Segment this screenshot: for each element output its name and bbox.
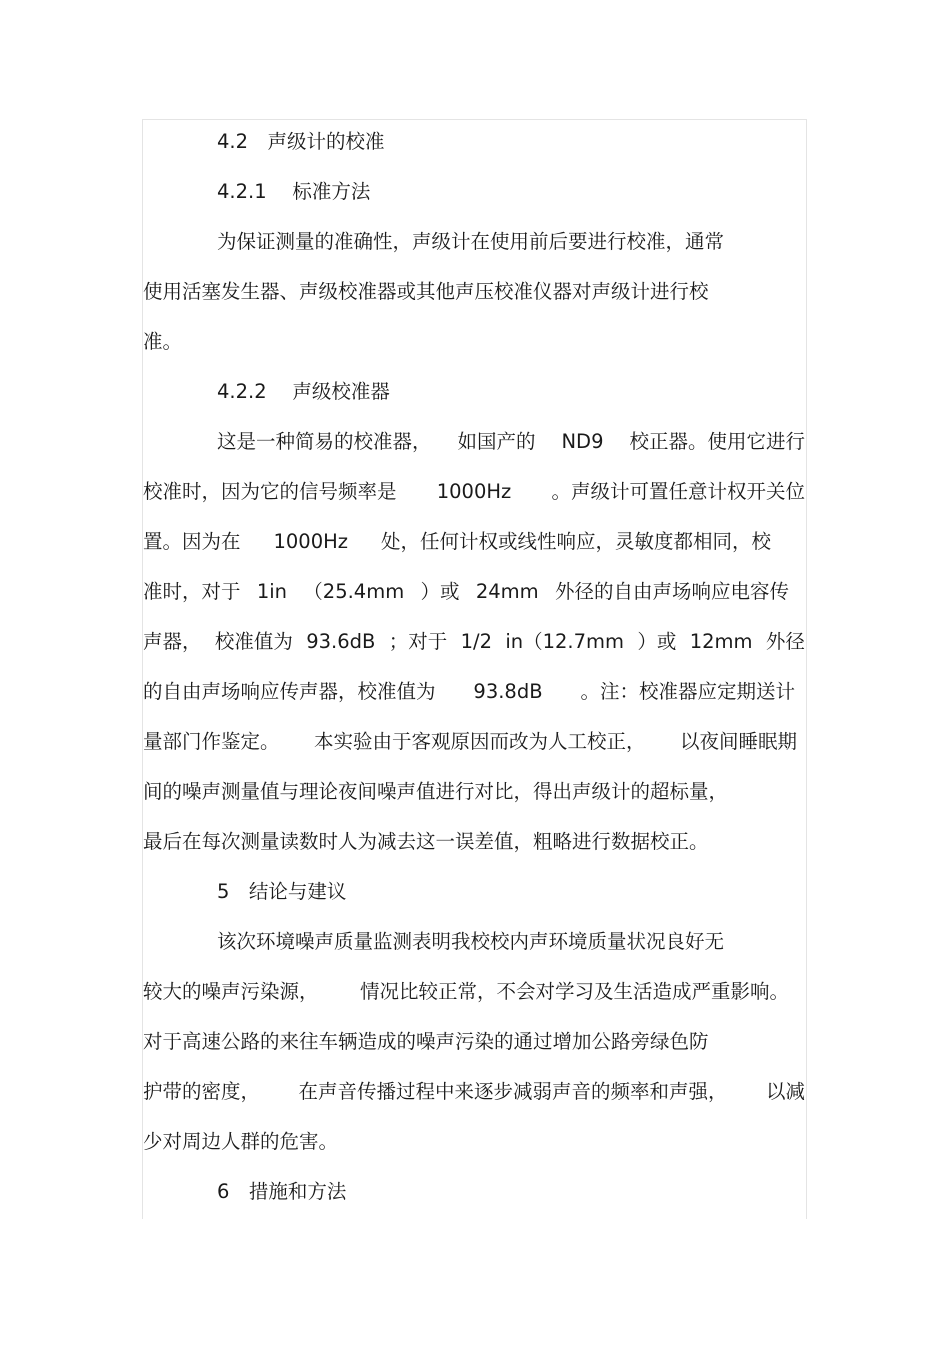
text-run: 情况比较正常，不会对学习及生活造成严重影响。 [359, 980, 789, 1003]
text-run: 较大的噪声污染源， [143, 980, 319, 1003]
text-run: 处，任何计权或线性响应，灵敏度都相同，校 [380, 530, 771, 553]
text-run: （25.4mm [303, 580, 405, 603]
text-run: 准时，对于 [143, 580, 241, 603]
paragraph-line [143, 579, 789, 605]
text-run: 。注：校准器应定期送计 [580, 680, 795, 703]
text-run: 1000Hz [436, 480, 512, 503]
text-run: 。声级计可置任意计权开关位 [551, 480, 805, 503]
text-run: 量部门作鉴定。 [143, 730, 280, 753]
paragraph-line [143, 979, 789, 1005]
section-6-heading: 6 措施和方法 [217, 1180, 347, 1203]
paragraph-line [143, 1079, 805, 1105]
text-run: 本实验由于客观原因而改为人工校正， [313, 730, 646, 753]
paragraph-line: 使用活塞发生器、声级校准器或其他声压校准仪器对声级计进行校 [143, 280, 709, 303]
text-run: 以减 [765, 1080, 805, 1103]
text-run: 如国产的 [457, 430, 536, 453]
paragraph-line [143, 679, 795, 705]
text-run: 护带的密度， [143, 1080, 261, 1103]
text-run: 12mm [689, 630, 753, 653]
section-5-heading: 5 结论与建议 [217, 880, 347, 903]
text-run: 的自由声场响应传声器，校准值为 [143, 680, 436, 703]
paragraph-line [143, 479, 805, 505]
paragraph-line: 准。 [143, 330, 183, 353]
paragraph-line [143, 529, 771, 555]
text-run: ND9 [561, 430, 604, 453]
text-run: ）或 [420, 580, 460, 603]
section-4-2-1-heading: 4.2.1 标准方法 [217, 180, 371, 203]
text-run: 外径的自由声场响应电容传 [554, 580, 789, 603]
paragraph-line: 为保证测量的准确性，声级计在使用前后要进行校准，通常 [217, 230, 725, 253]
text-run: 在声音传播过程中来逐步减弱声音的频率和声强， [298, 1080, 728, 1103]
text-run: 1/2 [460, 630, 492, 653]
text-run: 校正器。使用它进行 [629, 430, 805, 453]
text-run: 校准值为 [214, 630, 293, 653]
section-4-2-2-heading: 4.2.2 声级校准器 [217, 380, 390, 403]
paragraph-line [143, 629, 805, 655]
text-run: 1in [256, 580, 287, 603]
text-run: 93.8dB [473, 680, 543, 703]
text-run: ；对于 [388, 630, 448, 653]
paragraph-line: 最后在每次测量读数时人为减去这一误差值，粗略进行数据校正。 [143, 830, 709, 853]
paragraph-line [217, 429, 805, 455]
section-4-2-heading: 4.2 声级计的校准 [217, 130, 385, 153]
text-run: 1000Hz [273, 530, 349, 553]
text-run: 93.6dB [306, 630, 376, 653]
paragraph-line: 少对周边人群的危害。 [143, 1130, 339, 1153]
text-run: ）或 [637, 630, 677, 653]
paragraph-line [143, 729, 797, 755]
text-run: 这是一种简易的校准器， [217, 430, 432, 453]
text-run: 声器， [143, 630, 202, 653]
text-run: 以夜间睡眠期 [679, 730, 797, 753]
text-run: 置。因为在 [143, 530, 241, 553]
paragraph-line: 该次环境噪声质量监测表明我校校内声环境质量状况良好无 [217, 930, 725, 953]
text-run: in（12.7mm [505, 630, 625, 653]
paragraph-line: 对于高速公路的来往车辆造成的噪声污染的通过增加公路旁绿色防 [143, 1030, 709, 1053]
text-run: 24mm [475, 580, 539, 603]
paragraph-line: 间的噪声测量值与理论夜间噪声值进行对比，得出声级计的超标量， [143, 780, 729, 803]
text-run: 外径 [765, 630, 805, 653]
text-run: 校准时，因为它的信号频率是 [143, 480, 397, 503]
